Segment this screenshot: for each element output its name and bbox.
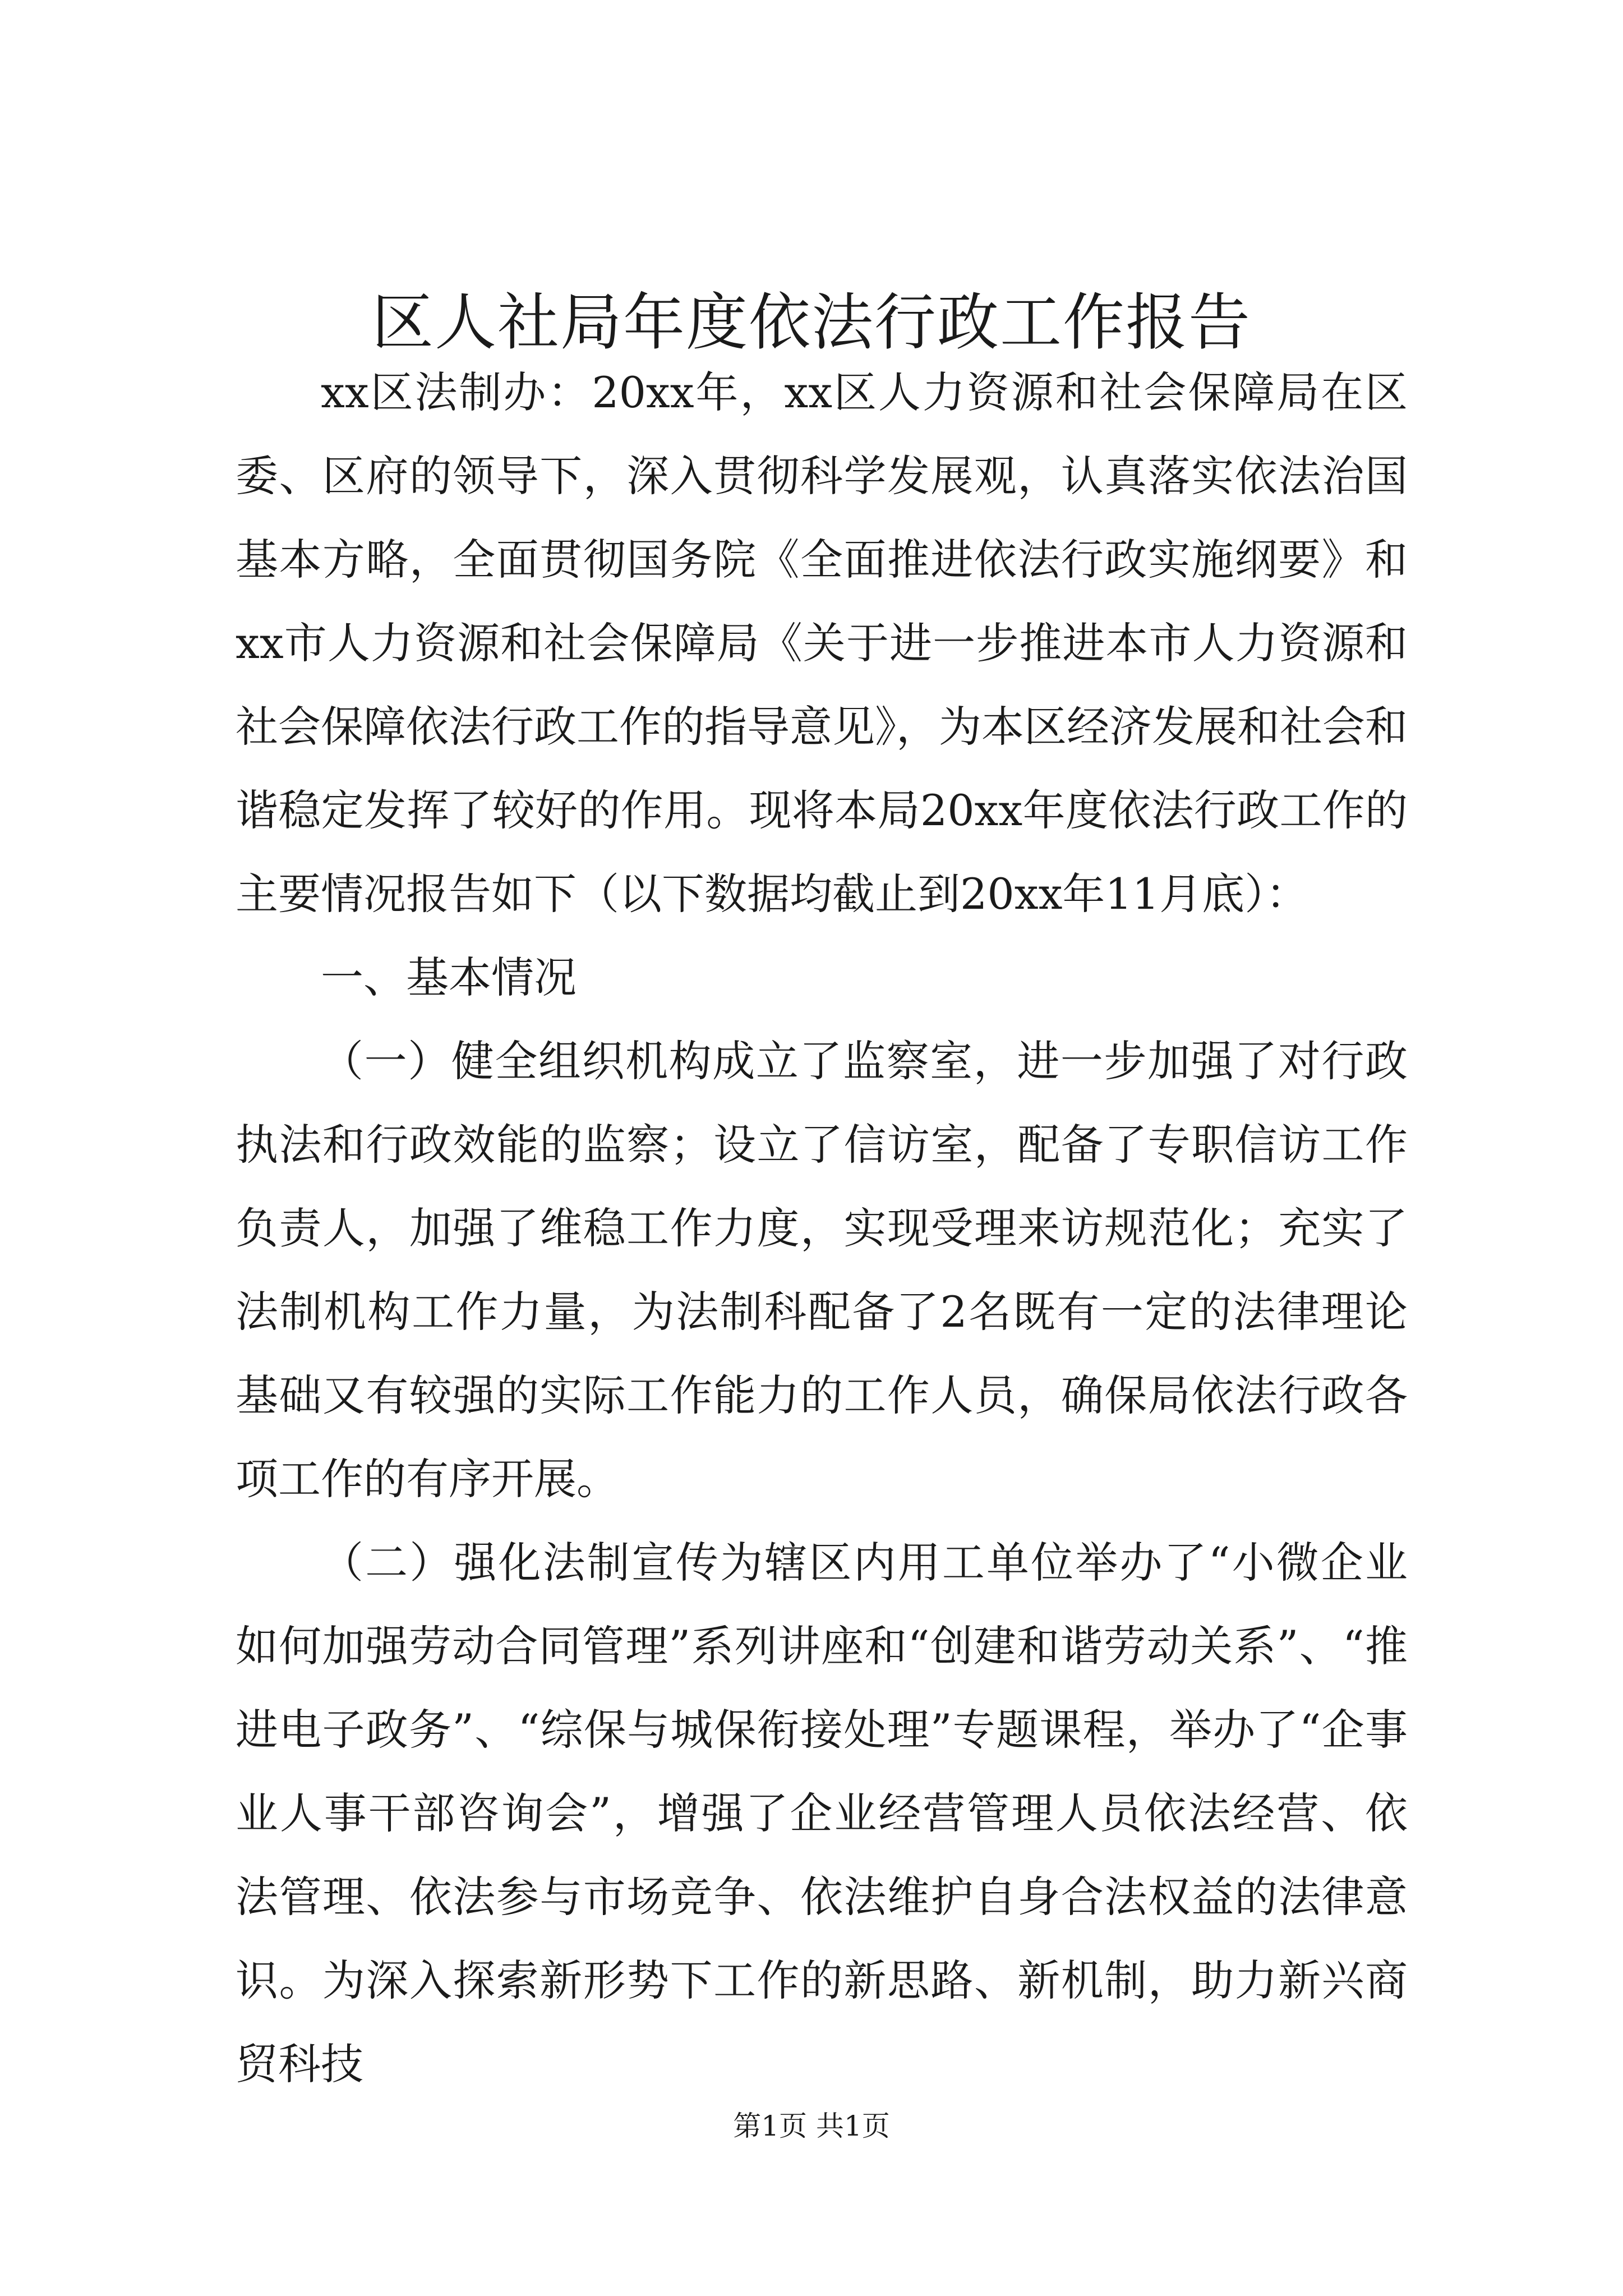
paragraph-intro: xx区法制办：20xx年，xx区人力资源和社会保障局在区委、区府的领导下，深入贯彻科学发展观，认真落实依法治国基本方略，全面贯彻国务院《全面推进依法行政实施纲要》和xx市人力资源和社会保障局《关于进一步推进本市人力资源和社会保障依法行政工作的指导意见》，为本区经济发展和社会和谐稳定发挥了较好的作用。现将本局20xx年度依法行政工作的主要情况报告如下（以下数据均截止到20xx年11月底）：: [236, 367, 1408, 919]
section-heading-basic-situation: 一、基本情况: [321, 953, 577, 1002]
paragraph-organization: （一）健全组织机构成立了监察室，进一步加强了对行政执法和行政效能的监察；设立了信访室，配备了专职信访工作负责人，加强了维稳工作力度，实现受理来访规范化；充实了法制机构工作力量，为法制科配备了2名既有一定的法律理论基础又有较强的实际工作能力的工作人员，确保局依法行政各项工作的有序开展。: [236, 1036, 1408, 1504]
page-number-footer: 第1页 共1页: [733, 2110, 890, 2142]
document-title: 区人社局年度依法行政工作报告: [372, 287, 1251, 358]
document-body: [236, 351, 1408, 2106]
paragraph-legal-publicity: （二）强化法制宣传为辖区内用工单位举办了“小微企业如何加强劳动合同管理”系列讲座和“创建和谐劳动关系”、“推进电子政务”、“综保与城保衔接处理”专题课程，举办了“企事业人事干部咨询会”，增强了企业经营管理人员依法经营、依法管理、依法参与市场竞争、依法维护自身合法权益的法律意识。为深入探索新形势下工作的新思路、新机制，助力新兴商贸科技: [236, 1538, 1408, 2089]
